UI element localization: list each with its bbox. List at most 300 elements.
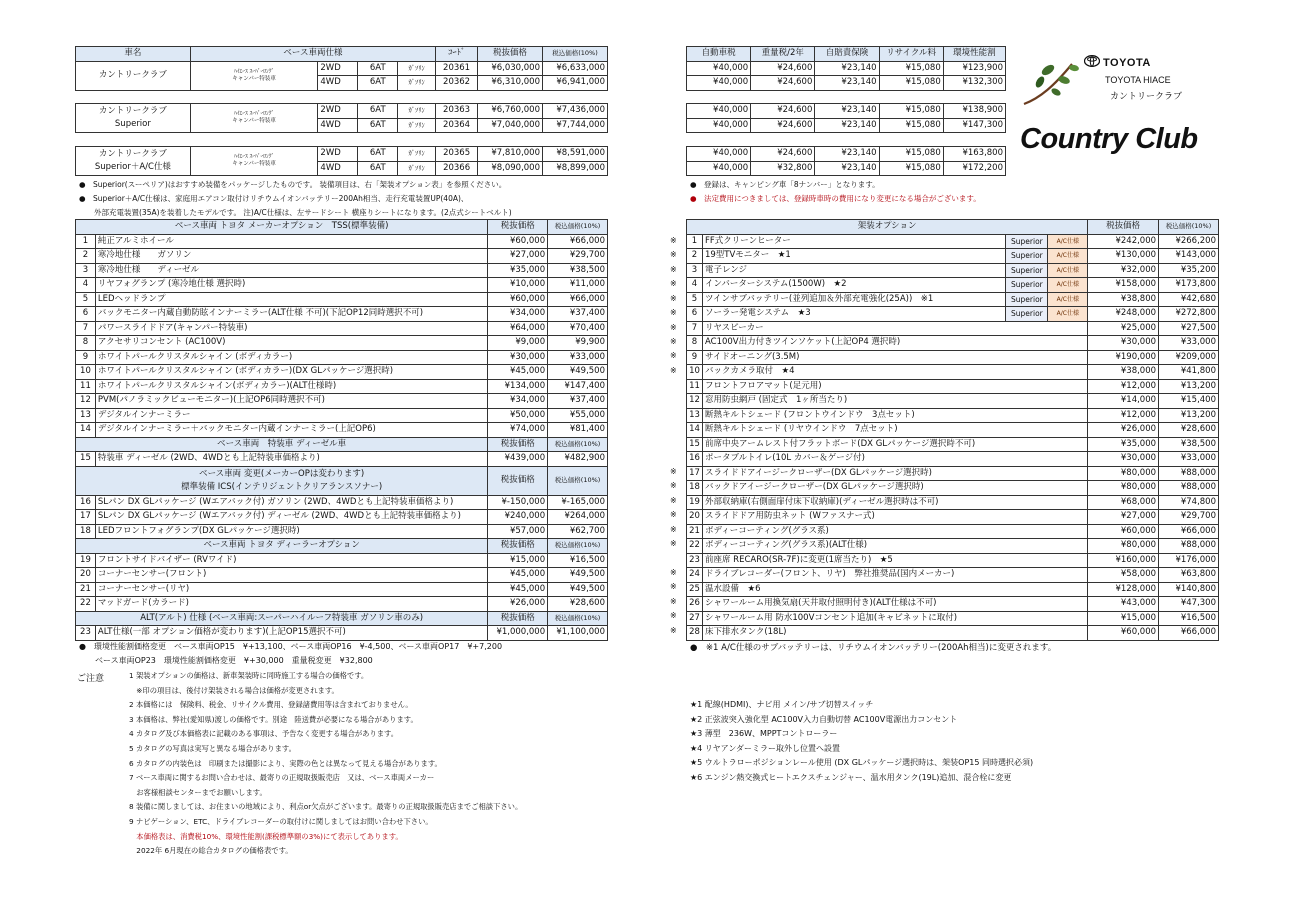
tax-row bbox=[687, 76, 1006, 91]
option-row bbox=[76, 379, 608, 394]
superior-badge: Superior bbox=[1006, 307, 1048, 322]
superior-badge: Superior bbox=[1006, 263, 1048, 278]
option-name: パワースライドドア(キャンパー特装車) bbox=[95, 321, 487, 336]
tax-table-superior-ac bbox=[686, 146, 1006, 176]
option-price-tax: ¥9,900 bbox=[548, 336, 608, 351]
base-spec: ﾊｲｴｰｽ ｽｰﾊﾟｰﾛﾝｸﾞ bbox=[233, 68, 275, 75]
option-price-tax: ¥33,000 bbox=[548, 350, 608, 365]
option-price: ¥74,000 bbox=[488, 423, 548, 438]
model-code: 20364 bbox=[436, 118, 478, 133]
option-price: ¥130,000 bbox=[1088, 249, 1159, 264]
model-code: 20361 bbox=[436, 61, 478, 76]
model-row bbox=[76, 61, 608, 76]
option-row bbox=[687, 568, 1219, 583]
star-note: ★1 配線(HDMI)、ナビ用 メイン/サブ切替スイッチ bbox=[690, 700, 874, 709]
caution-label: ご注意 bbox=[77, 674, 105, 684]
registration-note: ● 法定費用につきましては、登録時車時の費用になり変更になる場合がございます。 bbox=[690, 194, 981, 203]
star-note: ★3 薄型 236W、MPPTコントローラー bbox=[690, 729, 838, 738]
tax-header: 自動車税 bbox=[687, 47, 751, 62]
option-name: ポータブルトイレ(10L カバー＆ゲージ付) bbox=[702, 452, 1087, 467]
option-price-tax: ¥70,400 bbox=[548, 321, 608, 336]
option-row bbox=[76, 234, 608, 249]
section-title bbox=[76, 466, 488, 495]
option-price: ¥30,000 bbox=[488, 350, 548, 365]
option-price-tax: ¥272,800 bbox=[1159, 307, 1219, 322]
model-code: 20362 bbox=[436, 76, 478, 91]
model-name-cell bbox=[76, 147, 191, 176]
option-number: 7 bbox=[687, 321, 703, 336]
model-price-tax: ¥8,591,000 bbox=[543, 147, 608, 162]
retrofit-mark: ※ bbox=[670, 611, 677, 621]
option-price: ¥128,000 bbox=[1088, 582, 1159, 597]
section-header-row bbox=[76, 539, 608, 554]
tax-header: リサイクル料 bbox=[879, 47, 943, 62]
section-price-tax-header: 税込価格(10%) bbox=[548, 539, 608, 554]
option-number: 21 bbox=[76, 582, 96, 597]
model-price: ¥6,760,000 bbox=[478, 104, 543, 119]
retrofit-mark: ※ bbox=[670, 365, 677, 375]
tax-value: ¥40,000 bbox=[687, 147, 751, 162]
option-number: 7 bbox=[76, 321, 96, 336]
tax-value: ¥40,000 bbox=[687, 61, 751, 76]
option-name: 床下排水タンク(18L) bbox=[702, 626, 1087, 641]
section-title: ベース車両 トヨタ ディーラーオプション bbox=[76, 539, 488, 554]
model-drive: 2WD bbox=[318, 147, 358, 162]
model-price-tax: ¥7,744,000 bbox=[542, 118, 607, 133]
option-name: デジタルインナーミラー＋バックモニター内蔵インナーミラー(上記OP6) bbox=[95, 423, 487, 438]
tax-value: ¥172,200 bbox=[943, 161, 1005, 176]
caution-line: ※印の項目は、後付け架装される場合は価格が変更されます。 bbox=[129, 685, 339, 695]
tax-row bbox=[687, 118, 1006, 133]
header-name: 車名 bbox=[76, 47, 191, 62]
option-name: バックドアイージークローザー(DX GLパッケージ選択時) bbox=[702, 481, 1087, 496]
option-name: フロントサイドバイザー (RVワイド) bbox=[95, 553, 487, 568]
tax-header: 環境性能割 bbox=[943, 47, 1005, 62]
tax-value: ¥23,140 bbox=[815, 76, 879, 91]
option-price: ¥43,000 bbox=[1088, 597, 1159, 612]
option-row bbox=[687, 423, 1219, 438]
tax-value: ¥147,300 bbox=[943, 118, 1005, 133]
model-drive: 4WD bbox=[318, 118, 358, 133]
caution-line: 8 装備に関しましては、お住まいの地域により、利点or欠点がございます。最寄りの正規取扱販売店までご相談下さい。 bbox=[129, 802, 523, 812]
base-spec-cell bbox=[190, 61, 318, 90]
model-name: カントリークラブ bbox=[98, 106, 167, 116]
option-price-tax: ¥38,500 bbox=[548, 263, 608, 278]
section-title-line: ベース車両 変更(メーカーOPは変わります) bbox=[199, 468, 365, 479]
option-row bbox=[687, 307, 1219, 322]
option-number: 24 bbox=[687, 568, 703, 583]
option-number: 3 bbox=[687, 263, 703, 278]
option-row bbox=[687, 292, 1219, 307]
option-row bbox=[76, 408, 608, 423]
option-price-tax: ¥-165,000 bbox=[548, 495, 608, 510]
option-number: 20 bbox=[76, 568, 96, 583]
model-price-tax: ¥7,436,000 bbox=[542, 104, 607, 119]
option-row bbox=[687, 263, 1219, 278]
section-price-header: 税抜価格 bbox=[488, 437, 548, 452]
section-price-tax-header: 税込価格(10%) bbox=[1159, 220, 1219, 235]
option-row bbox=[687, 466, 1219, 481]
tax-value: ¥23,140 bbox=[815, 147, 879, 162]
option-price: ¥30,000 bbox=[1088, 336, 1159, 351]
option-name: インバーターシステム(1500W) ★2 bbox=[702, 278, 1005, 293]
model-name: カントリークラブ bbox=[98, 70, 167, 80]
option-price-tax: ¥49,500 bbox=[548, 568, 608, 583]
option-name: 特装車 ディーゼル (2WD、4WDとも上記特装車価格より) bbox=[95, 452, 487, 467]
option-row bbox=[687, 481, 1219, 496]
option-price: ¥45,000 bbox=[488, 365, 548, 380]
tax-value: ¥15,080 bbox=[879, 76, 943, 91]
model-drive: 4WD bbox=[318, 76, 358, 91]
option-price-tax: ¥49,500 bbox=[548, 365, 608, 380]
retrofit-mark: ※ bbox=[670, 293, 677, 303]
option-price: ¥439,000 bbox=[488, 452, 548, 467]
model-price: ¥6,030,000 bbox=[478, 61, 543, 76]
option-name: アクセサリコンセント (AC100V) bbox=[95, 336, 487, 351]
option-price: ¥1,000,000 bbox=[488, 626, 548, 641]
retrofit-mark: ※ bbox=[670, 495, 677, 505]
option-number: 17 bbox=[687, 466, 703, 481]
tax-value: ¥15,080 bbox=[879, 118, 943, 133]
tax-value: ¥123,900 bbox=[943, 61, 1005, 76]
option-row bbox=[76, 365, 608, 380]
ac-badge: A/C仕様 bbox=[1048, 234, 1088, 249]
option-price-tax: ¥81,400 bbox=[548, 423, 608, 438]
option-row bbox=[687, 437, 1219, 452]
section-title-line: 標準装備 ICS(インテリジェントクリアランスソナー) bbox=[181, 481, 383, 492]
option-price: ¥57,000 bbox=[488, 524, 548, 539]
tax-row bbox=[687, 147, 1006, 162]
option-price-tax: ¥66,000 bbox=[548, 292, 608, 307]
tax-table bbox=[686, 46, 1006, 91]
option-row bbox=[76, 568, 608, 583]
option-price-tax: ¥28,600 bbox=[548, 597, 608, 612]
option-price-tax: ¥11,000 bbox=[548, 278, 608, 293]
option-number: 28 bbox=[687, 626, 703, 641]
section-price-header: 税抜価格 bbox=[488, 220, 548, 235]
option-row bbox=[687, 278, 1219, 293]
option-name: LEDフロントフォグランプ(DX GLパッケージ選択時) bbox=[95, 524, 487, 539]
option-price: ¥64,000 bbox=[488, 321, 548, 336]
option-price: ¥34,000 bbox=[488, 307, 548, 322]
option-row bbox=[76, 510, 608, 525]
option-row bbox=[687, 553, 1219, 568]
section-price-tax-header: 税込価格(10%) bbox=[548, 220, 608, 235]
option-price-tax: ¥28,600 bbox=[1159, 423, 1219, 438]
tax-table-superior bbox=[686, 103, 1006, 133]
tax-value: ¥24,600 bbox=[751, 147, 815, 162]
model-price: ¥6,310,000 bbox=[478, 76, 543, 91]
option-number: 4 bbox=[76, 278, 96, 293]
option-price-tax: ¥13,200 bbox=[1159, 408, 1219, 423]
section-header-row bbox=[76, 611, 608, 626]
option-number: 19 bbox=[76, 553, 96, 568]
base-spec: キャンパー特装車 bbox=[232, 118, 276, 124]
option-price-tax: ¥66,000 bbox=[548, 234, 608, 249]
option-number: 15 bbox=[76, 452, 96, 467]
caution-line: 9 ナビゲーション、ETC、ドライブレコーダーの取付けに関しましてはお問い合わせ下さい。 bbox=[129, 817, 433, 826]
option-row bbox=[687, 249, 1219, 264]
model-name-cell bbox=[76, 104, 191, 133]
option-number: 1 bbox=[76, 234, 96, 249]
ac-badge: A/C仕様 bbox=[1048, 278, 1088, 293]
base-spec: キャンパー特装車 bbox=[232, 75, 276, 82]
tax-value: ¥138,900 bbox=[943, 104, 1005, 119]
option-row bbox=[687, 452, 1219, 467]
option-price-tax: ¥482,900 bbox=[548, 452, 608, 467]
option-price: ¥190,000 bbox=[1088, 350, 1159, 365]
option-number: 25 bbox=[687, 582, 703, 597]
ac-badge: A/C仕様 bbox=[1048, 249, 1088, 264]
tax-value: ¥23,140 bbox=[815, 161, 879, 176]
option-name: ホワイトパールクリスタルシャイン (ボディカラー)(DX GLパッケージ選択時) bbox=[95, 365, 487, 380]
section-title: ベース車両 トヨタ メーカーオプション TSS(標準装備) bbox=[76, 220, 488, 235]
tax-row bbox=[687, 61, 1006, 76]
tax-value: ¥24,600 bbox=[751, 76, 815, 91]
option-name: 温水設備 ★6 bbox=[702, 582, 1087, 597]
option-row bbox=[76, 553, 608, 568]
retrofit-mark: ※ bbox=[670, 481, 677, 491]
retrofit-mark: ※ bbox=[670, 279, 677, 289]
option-name: バックモニター内蔵自動防眩インナーミラー(ALT仕様 不可)(下記OP12同時選択不可) bbox=[95, 307, 487, 322]
option-number: 14 bbox=[76, 423, 96, 438]
option-name: ドライブレコーダー(フロント、リヤ) 弊社推奨品(国内メーカー) bbox=[702, 568, 1087, 583]
body-option-table bbox=[686, 219, 1219, 641]
option-row bbox=[76, 626, 608, 641]
option-number: 8 bbox=[76, 336, 96, 351]
option-row bbox=[76, 292, 608, 307]
option-number: 17 bbox=[76, 510, 96, 525]
caution-line: 2022年 6月現在の総合カタログの価格表です。 bbox=[129, 846, 293, 856]
option-number: 23 bbox=[687, 553, 703, 568]
model-price: ¥7,810,000 bbox=[478, 147, 543, 162]
option-price-tax: ¥29,700 bbox=[1159, 510, 1219, 525]
option-price-tax: ¥173,800 bbox=[1159, 278, 1219, 293]
option-row bbox=[687, 626, 1219, 641]
option-row bbox=[76, 495, 608, 510]
option-name: 純正アルミホイール bbox=[95, 234, 487, 249]
tax-header: 重量税/2年 bbox=[751, 47, 815, 62]
ac-badge: A/C仕様 bbox=[1048, 307, 1088, 322]
caution-line: 本価格表は、消費税10%、環境性能割(課税標準額の3%)にて表示してあります。 bbox=[129, 831, 403, 841]
option-row bbox=[76, 350, 608, 365]
option-name: ツインサブバッテリー(並列追加＆外部充電強化(25A)) ※1 bbox=[702, 292, 1005, 307]
model-trans: 6AT bbox=[358, 76, 398, 91]
option-price: ¥9,000 bbox=[488, 336, 548, 351]
tax-value: ¥40,000 bbox=[687, 118, 751, 133]
option-price-tax: ¥38,500 bbox=[1159, 437, 1219, 452]
retrofit-mark: ※ bbox=[670, 351, 677, 361]
option-number: 16 bbox=[687, 452, 703, 467]
model-trans: 6AT bbox=[358, 61, 398, 76]
retrofit-mark: ※ bbox=[670, 236, 677, 245]
section-price-header: 税抜価格 bbox=[488, 611, 548, 626]
option-price: ¥80,000 bbox=[1088, 466, 1159, 481]
option-price: ¥80,000 bbox=[1088, 539, 1159, 554]
tax-header: 自賠責保険 bbox=[815, 47, 879, 62]
option-name: 寒冷地仕様 ガソリン bbox=[95, 249, 487, 264]
option-price-tax: ¥35,200 bbox=[1159, 263, 1219, 278]
retrofit-mark: ※ bbox=[670, 524, 677, 534]
model-fuel: ｶﾞｿﾘﾝ bbox=[398, 76, 436, 91]
option-price: ¥134,000 bbox=[488, 379, 548, 394]
model-name: Superior＋A/C仕様 bbox=[94, 162, 171, 172]
retrofit-mark: ※ bbox=[670, 337, 677, 346]
option-name: ボディーコーティング(グラス系) bbox=[702, 524, 1087, 539]
retrofit-mark: ※ bbox=[670, 322, 677, 332]
option-name: デジタルインナーミラー bbox=[95, 408, 487, 423]
option-price: ¥38,800 bbox=[1088, 292, 1159, 307]
option-name: 電子レンジ bbox=[702, 263, 1005, 278]
option-price-tax: ¥264,000 bbox=[548, 510, 608, 525]
option-name: PVM(パノラミックビューモニター)(上記OP6同時選択不可) bbox=[95, 394, 487, 409]
option-price-tax: ¥88,000 bbox=[1159, 481, 1219, 496]
model-code: 20365 bbox=[436, 147, 478, 162]
tax-value: ¥23,140 bbox=[815, 104, 879, 119]
option-price-tax: ¥29,700 bbox=[548, 249, 608, 264]
header-code: ｺｰﾄﾞ bbox=[436, 47, 478, 62]
model-row bbox=[76, 147, 608, 162]
caution-line: お客様相談センターまでお願いします。 bbox=[129, 787, 267, 797]
caution-line: 4 カタログ及び本価格表に記載のある事項は、予告なく変更する場合があります。 bbox=[129, 729, 399, 739]
option-price-tax: ¥147,400 bbox=[548, 379, 608, 394]
model-name: TOYOTA HIACE bbox=[1105, 75, 1171, 85]
option-price: ¥50,000 bbox=[488, 408, 548, 423]
option-row bbox=[687, 321, 1219, 336]
option-number: 5 bbox=[76, 292, 96, 307]
option-price-tax: ¥41,800 bbox=[1159, 365, 1219, 380]
tax-value: ¥163,800 bbox=[943, 147, 1005, 162]
option-price: ¥-150,000 bbox=[488, 495, 548, 510]
env-note: ベース車両OP23 環境性能割価格変更 ¥+30,000 重量税変更 ¥32,800 bbox=[79, 656, 373, 665]
option-number: 15 bbox=[687, 437, 703, 452]
section-price-header: 税抜価格 bbox=[488, 539, 548, 554]
section-header-row bbox=[76, 466, 608, 495]
registration-note: ● 登録は、キャンピング車「8ナンバー」となります。 bbox=[690, 180, 880, 189]
model-trans: 6AT bbox=[358, 161, 398, 176]
tax-value: ¥15,080 bbox=[879, 161, 943, 176]
option-price-tax: ¥1,100,000 bbox=[548, 626, 608, 641]
option-name: スライドドア用防虫ネット (Wファスナー式) bbox=[702, 510, 1087, 525]
option-price: ¥60,000 bbox=[1088, 626, 1159, 641]
option-row bbox=[687, 379, 1219, 394]
option-number: 21 bbox=[687, 524, 703, 539]
option-price-tax: ¥42,680 bbox=[1159, 292, 1219, 307]
caution-line: 7 ベース車両に関するお問い合わせは、最寄りの正規取扱販売店 又は、ベース車両メーカー bbox=[129, 773, 435, 783]
option-price: ¥45,000 bbox=[488, 568, 548, 583]
model-fuel: ｶﾞｿﾘﾝ bbox=[398, 104, 436, 119]
option-price: ¥60,000 bbox=[1088, 524, 1159, 539]
section-price-header: 税抜価格 bbox=[488, 466, 548, 495]
model-fuel: ｶﾞｿﾘﾝ bbox=[398, 147, 436, 162]
option-number: 14 bbox=[687, 423, 703, 438]
option-price-tax: ¥47,300 bbox=[1159, 597, 1219, 612]
model-price-tax: ¥6,941,000 bbox=[542, 76, 607, 91]
base-spec: キャンパー特装車 bbox=[232, 161, 276, 167]
section-title: ベース車両 特装車 ディーゼル車 bbox=[76, 437, 488, 452]
option-row bbox=[687, 336, 1219, 351]
model-price-table bbox=[75, 46, 608, 91]
option-price-tax: ¥37,400 bbox=[548, 307, 608, 322]
option-name: マッドガード(カラード) bbox=[95, 597, 487, 612]
base-spec-cell bbox=[190, 104, 318, 133]
model-price-tax: ¥8,899,000 bbox=[543, 161, 608, 176]
option-name: シャワールーム用換気扇(天井取付照明付き)(ALT仕様は不可) bbox=[702, 597, 1087, 612]
model-note: 外部充電装置(35A)を装着したモデルです。 注)A/C仕様は、左サードシート 横座りシートになります。(2点式シートベルト) bbox=[79, 208, 512, 217]
model-price: ¥7,040,000 bbox=[478, 118, 543, 133]
header-price-tax: 税込価格(10%) bbox=[542, 47, 607, 62]
section-header-row bbox=[76, 437, 608, 452]
option-price: ¥35,000 bbox=[1088, 437, 1159, 452]
option-name: 窓用防虫網戸 (固定式 1ヶ所当たり) bbox=[702, 394, 1087, 409]
option-number: 11 bbox=[76, 379, 96, 394]
option-number: 9 bbox=[687, 350, 703, 365]
maker-option-table bbox=[75, 219, 608, 641]
option-name: ボディーコーティング(グラス系)(ALT仕様) bbox=[702, 539, 1087, 554]
option-number: 2 bbox=[687, 249, 703, 264]
option-number: 20 bbox=[687, 510, 703, 525]
caution-line: 1 架装オプションの価格は、新車架装時に同時施工する場合の価格です。 bbox=[129, 671, 369, 680]
caution-line: 3 本価格は、弊社(愛知県)渡しの価格です。別途 陸送費が必要になる場合があります。 bbox=[129, 714, 418, 724]
option-number: 22 bbox=[687, 539, 703, 554]
tax-value: ¥23,140 bbox=[815, 61, 879, 76]
retrofit-mark: ※ bbox=[670, 539, 677, 549]
tax-value: ¥40,000 bbox=[687, 76, 751, 91]
option-price-tax: ¥266,200 bbox=[1159, 234, 1219, 249]
tax-value: ¥15,080 bbox=[879, 61, 943, 76]
tax-header-row bbox=[687, 47, 1006, 62]
retrofit-mark: ※ bbox=[670, 264, 677, 274]
leaf-logo-icon bbox=[1020, 58, 1086, 108]
option-name: 前席中央アームレスト付フラットボード(DX GLパッケージ選択時不可) bbox=[702, 437, 1087, 452]
option-name: ソーラー発電システム ★3 bbox=[702, 307, 1005, 322]
option-price: ¥68,000 bbox=[1088, 495, 1159, 510]
option-price-tax: ¥66,000 bbox=[1159, 626, 1219, 641]
option-price: ¥32,000 bbox=[1088, 263, 1159, 278]
superior-badge: Superior bbox=[1006, 234, 1048, 249]
option-row bbox=[687, 408, 1219, 423]
option-row bbox=[76, 423, 608, 438]
option-number: 16 bbox=[76, 495, 96, 510]
option-price: ¥80,000 bbox=[1088, 481, 1159, 496]
option-price-tax: ¥16,500 bbox=[1159, 611, 1219, 626]
option-name: リヤスピーカー bbox=[702, 321, 1087, 336]
option-price: ¥12,000 bbox=[1088, 408, 1159, 423]
base-spec-cell bbox=[190, 147, 318, 176]
option-number: 2 bbox=[76, 249, 96, 264]
option-name: コーナーセンサー(フロント) bbox=[95, 568, 487, 583]
option-row bbox=[76, 263, 608, 278]
option-price-tax: ¥37,400 bbox=[548, 394, 608, 409]
option-price-tax: ¥66,000 bbox=[1159, 524, 1219, 539]
battery-note: ● ※1 A/C仕様のサブバッテリーは、リチウムイオンバッテリー(200Ah相当)に変更されます。 bbox=[690, 643, 1057, 653]
option-price: ¥240,000 bbox=[488, 510, 548, 525]
env-note: ● 環境性能割価格変更 ベース車両OP15 ¥+13,100、ベース車両OP16 ¥-4,500、ベース車両OP17 ¥+7,200 bbox=[79, 642, 503, 651]
option-number: 22 bbox=[76, 597, 96, 612]
model-name: Superior bbox=[114, 119, 151, 129]
option-name: サイドオーニング(3.5M) bbox=[702, 350, 1087, 365]
option-number: 13 bbox=[76, 408, 96, 423]
option-number: 27 bbox=[687, 611, 703, 626]
option-row bbox=[76, 249, 608, 264]
header-price: 税抜価格 bbox=[478, 47, 543, 62]
section-price-tax-header: 税込価格(10%) bbox=[548, 437, 608, 452]
option-name: 前座席 RECARO(SR-7F)に変更(1席当たり) ★5 bbox=[702, 553, 1087, 568]
option-name: SLパン DX GLパッケージ (Wエアバック付) ディーゼル (2WD、4WDとも上記特装車価格より) bbox=[95, 510, 487, 525]
superior-badge: Superior bbox=[1006, 292, 1048, 307]
option-row bbox=[687, 582, 1219, 597]
model-price-table-superior bbox=[75, 103, 608, 133]
